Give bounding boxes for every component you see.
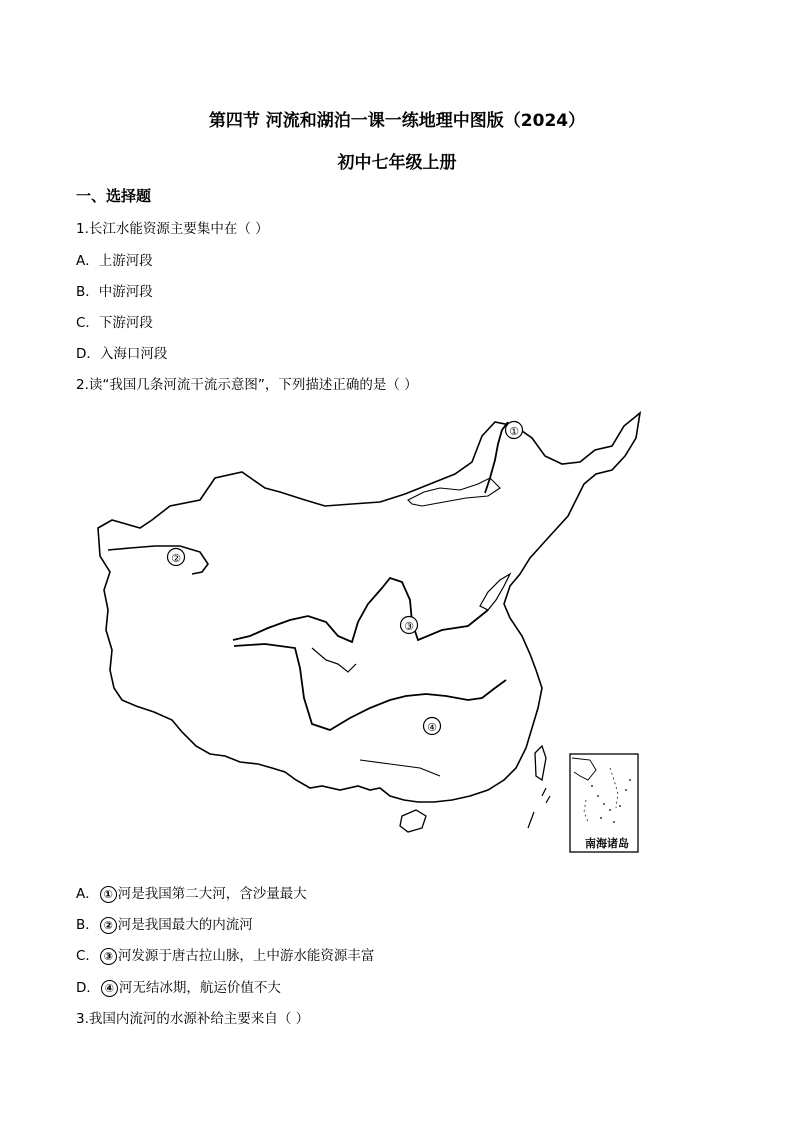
china-rivers-map: [90, 408, 650, 858]
option-prefix: A．: [76, 886, 99, 902]
river-3-line: [233, 578, 488, 642]
marker-2: [168, 549, 185, 566]
question-1-option-a: A．上游河段: [76, 253, 153, 269]
question-2-option-b: [76, 913, 253, 934]
option-marker: ④: [101, 980, 118, 997]
option-marker: ③: [100, 948, 117, 965]
taiwan-island: [535, 746, 546, 780]
question-2-option-c: [76, 944, 374, 965]
page-title: 第四节 河流和湖泊一课一练地理中图版（2024）: [208, 111, 586, 131]
option-prefix: D．: [76, 980, 100, 996]
river-4-line: [234, 644, 506, 730]
question-2-stem: 2.读“我国几条河流干流示意图”，下列描述正确的是（ ）: [76, 377, 418, 393]
question-1-stem: 1.长江水能资源主要集中在（ ）: [76, 221, 269, 237]
marker-4: [424, 718, 441, 735]
option-text: 河是我国最大的内流河: [117, 917, 253, 933]
option-text: 河发源于唐古拉山脉，上中游水能资源丰富: [117, 948, 375, 964]
river-1-line: [485, 422, 508, 493]
section-heading: 一、选择题: [76, 187, 152, 205]
page-subtitle: 初中七年级上册: [337, 153, 457, 173]
hainan-island: [400, 810, 426, 832]
option-prefix: C．: [76, 948, 99, 964]
option-marker: ①: [100, 886, 117, 903]
option-text: 河无结冰期，航运价值不大: [118, 980, 281, 996]
south-china-sea-inset: [570, 754, 638, 852]
inset-label: 南海诸岛: [585, 837, 629, 850]
option-marker: ②: [100, 917, 117, 934]
marker-4-label: ④: [427, 721, 437, 734]
question-3-stem: 3.我国内流河的水源补给主要来自（ ）: [76, 1011, 310, 1027]
question-1-option-d: D．入海口河段: [76, 346, 168, 362]
option-prefix: B．: [76, 917, 99, 933]
china-outline: [98, 413, 640, 802]
marker-1: [506, 422, 523, 439]
question-1-option-c: C．下游河段: [76, 315, 153, 331]
question-2-option-d: [76, 976, 281, 997]
option-text: 河是我国第二大河，含沙量最大: [117, 886, 307, 902]
marker-2-label: ②: [171, 552, 181, 565]
river-2-line: [108, 546, 208, 574]
marker-1-label: ①: [509, 425, 519, 438]
question-2-option-a: [76, 882, 307, 903]
question-1-option-b: B．中游河段: [76, 284, 153, 300]
marker-3: [401, 617, 418, 634]
marker-3-label: ③: [404, 620, 414, 633]
